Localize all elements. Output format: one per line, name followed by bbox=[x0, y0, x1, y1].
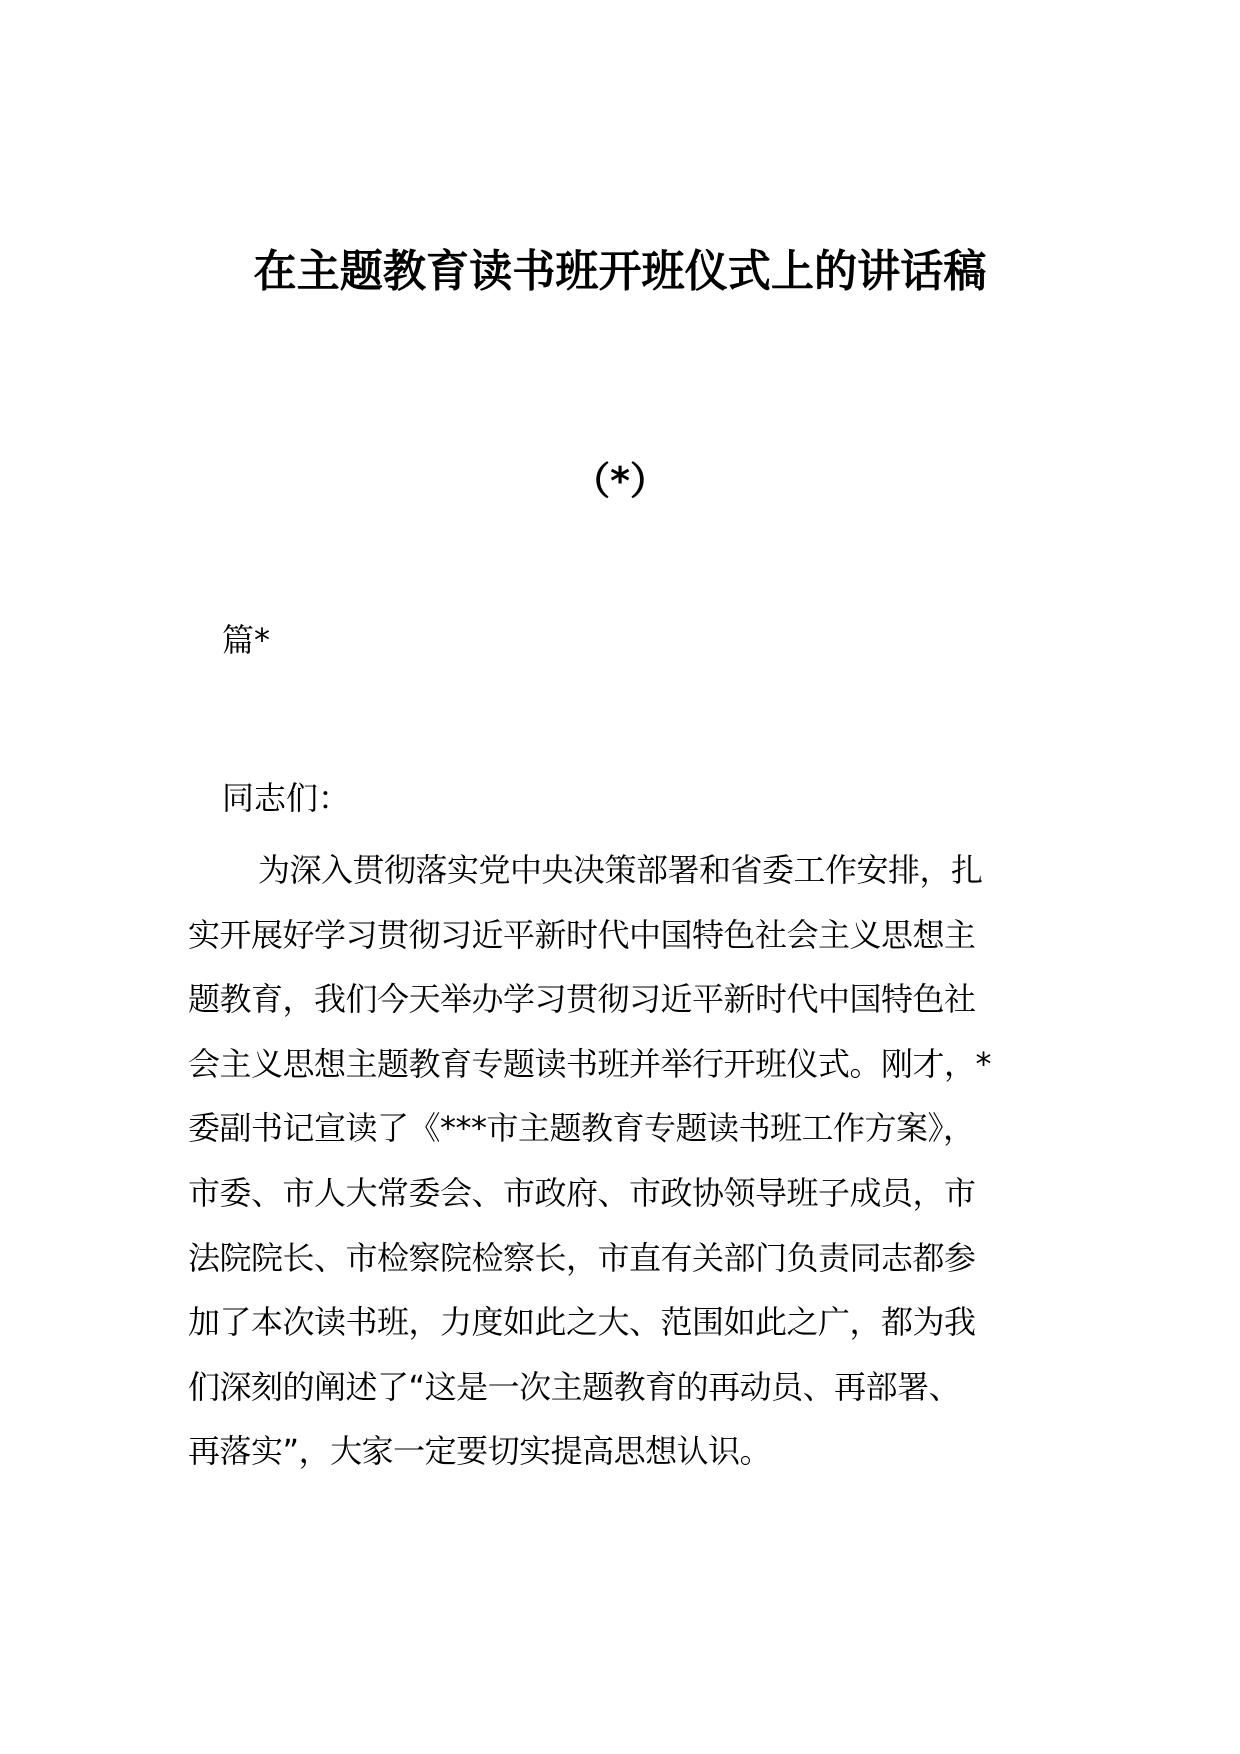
paragraph-line: 再落实”，大家一定要切实提高思想认识。 bbox=[188, 1432, 772, 1471]
paragraph-line: 为深入贯彻落实党中央决策部署和省委工作安排，扎 bbox=[258, 851, 983, 889]
paragraph-line: 法院院长、市检察院检察长，市直有关部门负责同志都参 bbox=[188, 1238, 976, 1277]
document-title: 在主题教育读书班开班仪式上的讲话稿 bbox=[253, 246, 987, 297]
paragraph-line: 题教育，我们今天举办学习贯彻习近平新时代中国特色社 bbox=[188, 980, 976, 1019]
paragraph-line: 市委、市人大常委会、市政府、市政协领导班子成员，市 bbox=[188, 1173, 976, 1212]
paragraph-line: 实开展好学习贯彻习近平新时代中国特色社会主义思想主 bbox=[188, 915, 976, 954]
salutation: 同志们： bbox=[222, 779, 351, 817]
document-subtitle-mark: （*） bbox=[572, 459, 668, 503]
section-label: 篇* bbox=[222, 621, 271, 659]
paragraph-line: 会主义思想主题教育专题读书班并举行开班仪式。刚才，* bbox=[188, 1044, 992, 1083]
paragraph-line: 们深刻的阐述了“这是一次主题教育的再动员、再部署、 bbox=[188, 1367, 961, 1406]
paragraph-line: 委副书记宣读了《***市主题教育专题读书班工作方案》， bbox=[188, 1109, 975, 1148]
body-paragraph bbox=[188, 838, 1058, 1484]
paragraph-line: 加了本次读书班，力度如此之大、范围如此之广，都为我 bbox=[188, 1303, 976, 1342]
